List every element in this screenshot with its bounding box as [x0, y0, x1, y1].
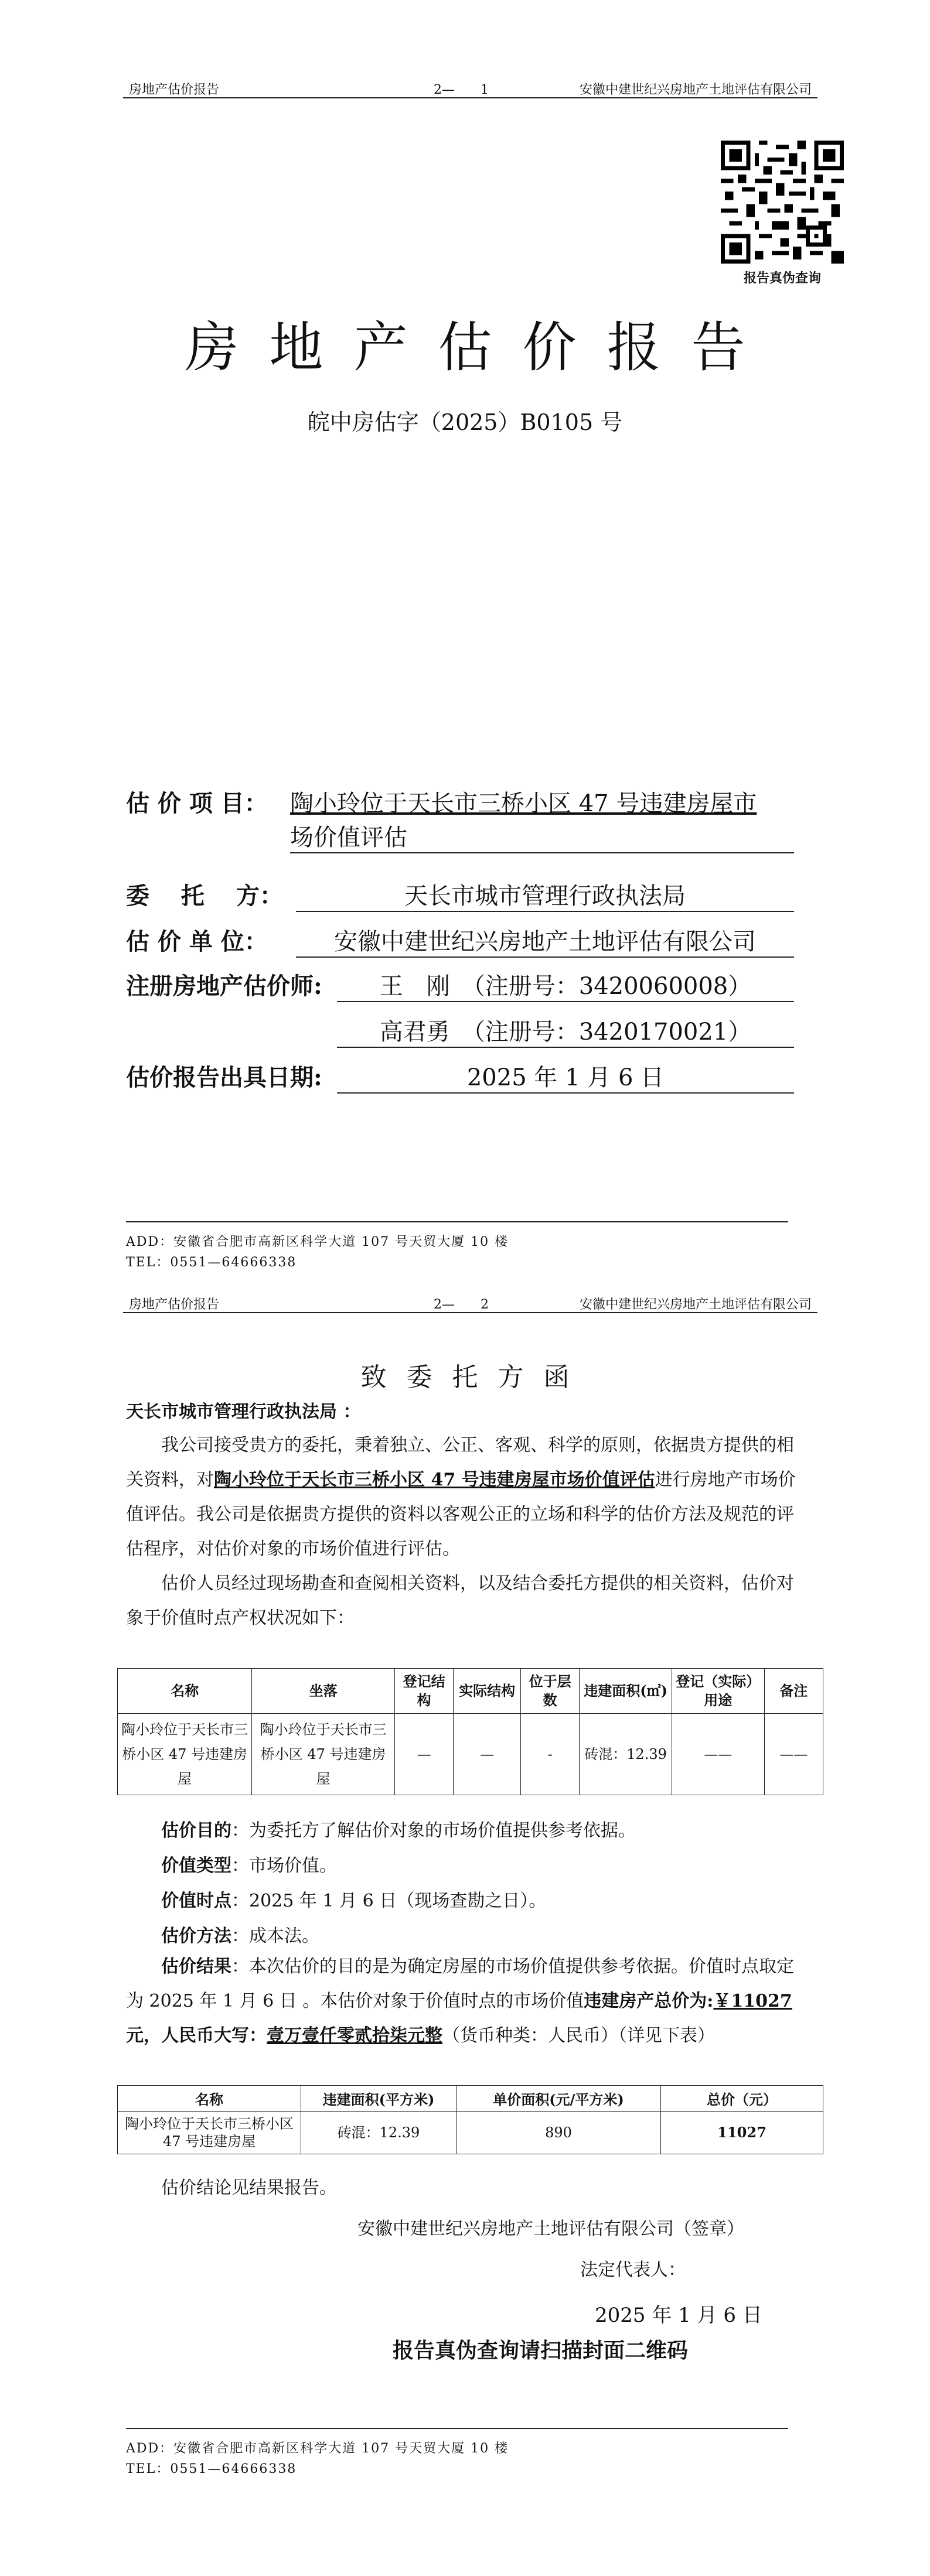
header-page-number: 2— 1: [434, 83, 489, 97]
table-header-row: 名称 违建面积(平方米) 单价面积(元/平方米) 总价（元）: [118, 2086, 823, 2112]
letter-body: [126, 1428, 809, 1635]
date-label: 估价报告出具日期:: [126, 1064, 322, 1091]
value-date: 价值时点：2025 年 1 月 6 日（现场查勘之日）。: [161, 1891, 547, 1911]
value-type: 价值类型：市场价值。: [161, 1856, 337, 1876]
property-rights-table: [117, 1668, 823, 1795]
project-value-line1: 陶小玲位于天长市三桥小区 47 号违建房屋市: [290, 790, 757, 817]
footer-rule: [126, 2428, 788, 2429]
page-footer: [126, 1221, 788, 1273]
client-label: 委 托 方：: [126, 882, 283, 910]
header-company: 安徽中建世纪兴房地产土地评估有限公司: [579, 1297, 812, 1312]
letter-page: [0, 1289, 930, 2576]
appraiser-org-value: 安徽中建世纪兴房地产土地评估有限公司: [296, 923, 794, 958]
project-value-line2: 场价值评估: [290, 819, 794, 853]
legal-representative: 法定代表人：: [580, 2260, 686, 2280]
page-header: [123, 1290, 817, 1313]
valuation-result: 估价结果：本次估价的目的是为确定房屋的市场价值提供参考依据。价值时点取定为 2025 年 1 月 6 日 。本估价对象于价值时点的市场价值违建房产总价为:￥11027元，人民币大写：壹万壹仟零贰拾柒元整（货币种类：人民币）（详见下表）: [126, 1956, 794, 2046]
total-price-in-words: 壹万壹仟零贰拾柒元整: [267, 2025, 442, 2046]
table-row: 陶小玲位于天长市三桥小区 47 号违建房屋 陶小玲位于天长市三桥小区 47 号违建房屋 — — - 砖混：12.39 —— ——: [118, 1714, 823, 1795]
footer-tel: TEL：0551—64666338: [126, 2462, 297, 2476]
conclusion-note: 估价结论见结果报告。: [161, 2178, 337, 2198]
signature-date: 2025 年 1 月 6 日: [595, 2304, 762, 2327]
valuer-2: 高君勇 （注册号：3420170021）: [337, 1013, 794, 1048]
company-signature: 安徽中建世纪兴房地产土地评估有限公司（签章）: [357, 2219, 744, 2239]
page-header: [123, 75, 817, 98]
table-row: 陶小玲位于天长市三桥小区 47 号违建房屋 砖混：12.39 890 11027: [118, 2112, 823, 2154]
valuation-purpose: 估价目的：为委托方了解估价对象的市场价值提供参考依据。: [161, 1820, 636, 1841]
valuation-method: 估价方法：成本法。: [161, 1926, 319, 1946]
header-left: 房地产估价报告: [129, 1297, 220, 1312]
header-company: 安徽中建世纪兴房地产土地评估有限公司: [579, 83, 812, 97]
client-value: 天长市城市管理行政执法局: [296, 877, 794, 912]
appraiser-org-label: 估 价 单 位：: [126, 928, 268, 955]
letter-title: 致委托方函: [360, 1362, 590, 1392]
footer-address: ADD：安徽省合肥市高新区科学大道 107 号天贸大厦 10 楼: [126, 1235, 509, 1249]
letter-addressee: 天长市城市管理行政执法局 ：: [126, 1402, 361, 1422]
paragraph-1: 我公司接受贵方的委托，秉着独立、公正、客观、科学的原则，依据贵方提供的相关资料，对陶小玲位于天长市三桥小区 47 号违建房屋市场价值评估进行房地产市场价值评估。我公司是依据贵方提供的资料以客观公正的立场和科学的估价方法及规范的评估程序，对估价对象的市场价值进行评估。: [126, 1435, 796, 1559]
footer-tel: TEL：0551—64666338: [126, 1255, 297, 1270]
project-label: 估 价 项 目：: [126, 790, 268, 817]
header-left: 房地产估价报告: [129, 83, 220, 97]
qr-verification-note: 报告真伪查询请扫描封面二维码: [393, 2338, 689, 2363]
table-header-row: 名称 坐落 登记结构 实际结构 位于层数 违建面积(㎡) 登记（实际）用途 备注: [118, 1669, 823, 1714]
document-number: 皖中房估字（2025）B0105 号: [307, 409, 623, 435]
footer-address: ADD：安徽省合肥市高新区科学大道 107 号天贸大厦 10 楼: [126, 2441, 509, 2456]
project-name-emphasis: 陶小玲位于天长市三桥小区 47 号违建房屋市场价值评估: [214, 1470, 655, 1490]
total-price-amount: ￥11027: [713, 1991, 792, 2011]
date-value: 2025 年 1 月 6 日: [337, 1059, 794, 1094]
page-footer: [126, 2428, 788, 2479]
footer-rule: [126, 1221, 788, 1222]
valuation-result-table: [117, 2085, 823, 2154]
qr-caption: 报告真伪查询: [743, 271, 821, 286]
qr-code-icon[interactable]: [721, 141, 844, 264]
valuers-label: 注册房地产估价师:: [126, 972, 322, 1000]
paragraph-2: 估价人员经过现场勘查和查阅相关资料，以及结合委托方提供的相关资料，估价对象于价值时点产权状况如下：: [126, 1573, 794, 1628]
report-title: 房地产估价报告: [185, 316, 776, 379]
header-page-number: 2— 2: [434, 1297, 489, 1312]
valuer-1: 王 刚 （注册号：3420060008）: [337, 968, 794, 1002]
